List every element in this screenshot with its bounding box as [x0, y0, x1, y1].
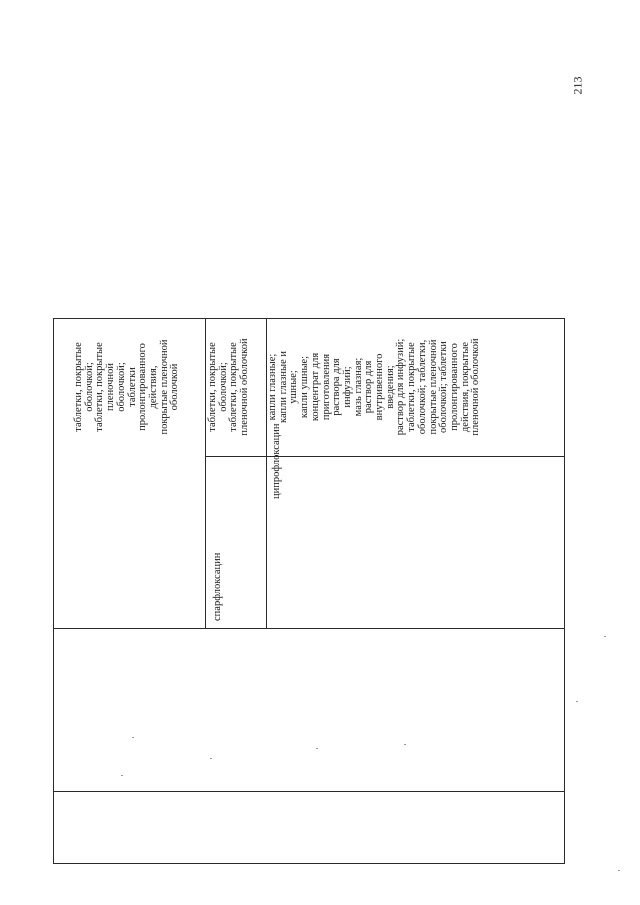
drug-name: ципрофлоксацин	[271, 423, 282, 499]
scan-speck	[404, 744, 406, 745]
scan-speck	[121, 775, 123, 776]
drug-table	[53, 318, 565, 864]
scan-speck	[316, 748, 318, 749]
dosage-forms: таблетки, покрытые оболочкой; таблетки, покрытые пленочной оболочкой; таблетки пролонгированного действия, покрытые пленочной оболочкой	[73, 339, 181, 435]
scan-speck	[604, 636, 606, 637]
table-row	[206, 319, 266, 628]
table-row	[54, 319, 205, 456]
scan-speck	[618, 870, 620, 871]
dosage-forms: капли глазные; капли глазные и ушные; капли ушные; концентрат для приготовления раствора для инфузий; мазь глазная; раствор для внутривенного введения; раствор для инфузий; таблетки, покрытые оболочкой; таблетки, покрытые пленочной оболочкой; таблетки пролонгированного действия, покрытые пленочной оболочкой	[267, 338, 482, 436]
scan-speck	[210, 758, 212, 759]
table-row	[267, 319, 564, 628]
scan-speck	[132, 737, 134, 738]
column-separator	[53, 628, 565, 629]
dosage-forms: таблетки, покрытые оболочкой; таблетки, покрытые пленочной оболочкой	[207, 338, 251, 436]
column-separator	[53, 791, 565, 792]
drug-name: спарфлоксацин	[212, 552, 223, 621]
page-number: 213	[570, 76, 585, 94]
table-border-right	[564, 318, 565, 864]
table-border-bottom	[53, 863, 565, 864]
scan-speck	[576, 701, 578, 702]
